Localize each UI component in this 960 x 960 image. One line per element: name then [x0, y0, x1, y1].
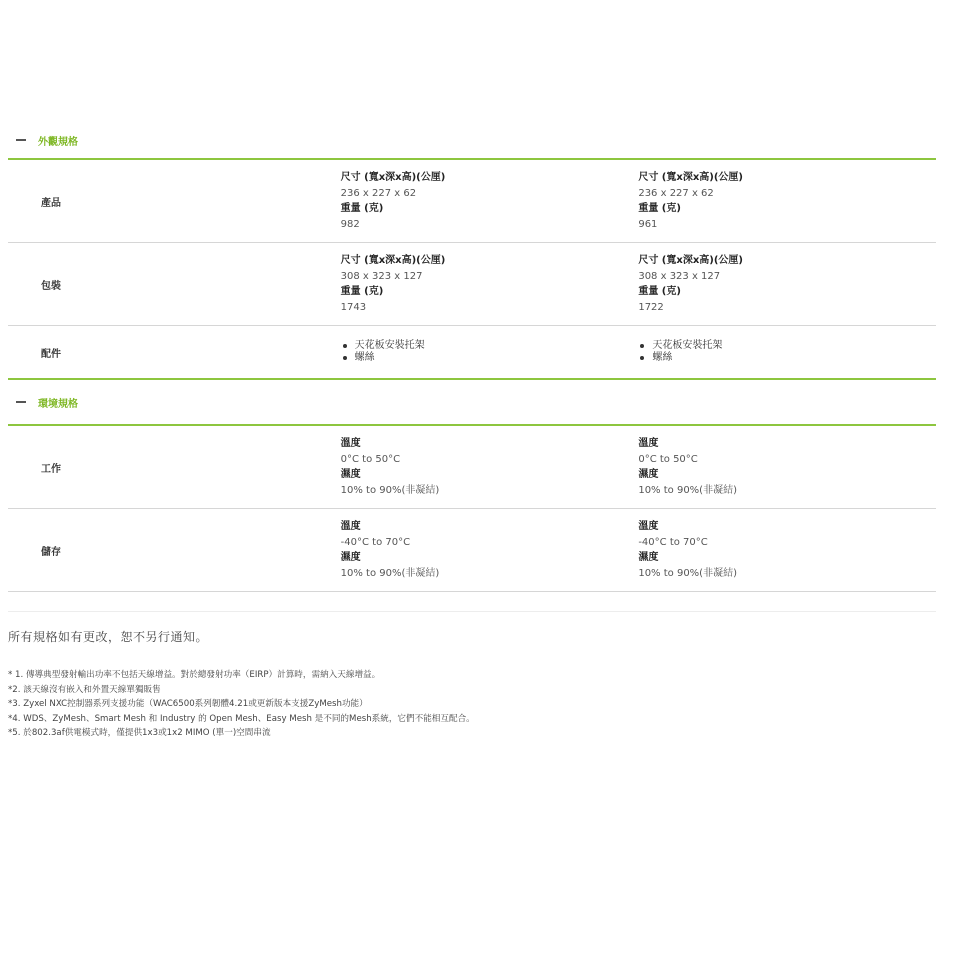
list-item: 天花板安裝托架 — [341, 340, 639, 352]
dimension-value: 236 x 227 x 62 — [340, 187, 417, 199]
spec-cell — [638, 519, 936, 581]
temperature-heading: 溫度 — [340, 521, 361, 532]
spec-row-operating — [8, 426, 936, 509]
weight-heading: 重量 (克) — [340, 203, 384, 214]
weight-heading: 重量 (克) — [638, 203, 681, 214]
section-title: 環境規格 — [38, 398, 78, 410]
spec-cell — [341, 253, 639, 315]
row-label: 產品 — [41, 197, 61, 209]
humidity-heading: 濕度 — [340, 552, 361, 563]
spec-row-product — [8, 160, 936, 243]
weight-value: 1743 — [340, 301, 367, 313]
temperature-heading: 溫度 — [340, 438, 361, 449]
row-label: 包裝 — [41, 280, 61, 292]
humidity-value: 10% to 90%(非凝結) — [340, 567, 440, 579]
temperature-value: -40°C to 70°C — [638, 536, 708, 548]
spec-row-storage — [8, 509, 936, 592]
spec-cell — [638, 253, 936, 315]
weight-value: 1722 — [638, 301, 664, 313]
weight-heading: 重量 (克) — [340, 286, 384, 297]
row-label: 配件 — [41, 348, 61, 360]
list-item: 螺絲 — [638, 352, 936, 364]
spec-cell — [638, 170, 936, 232]
dimension-value: 308 x 323 x 127 — [638, 270, 721, 282]
accessory-list — [638, 340, 936, 364]
temperature-value: 0°C to 50°C — [638, 453, 698, 465]
dimension-heading: 尺寸 (寬x深x高)(公厘) — [638, 172, 743, 183]
dimension-value: 308 x 323 x 127 — [340, 270, 423, 282]
dimension-heading: 尺寸 (寬x深x高)(公厘) — [638, 255, 743, 266]
footnote: *4. WDS、ZyMesh、Smart Mesh 和 Industry 的 Open Mesh、Easy Mesh 是不同的Mesh系統，它們不能相互配合。 — [8, 713, 475, 724]
section-header-environment[interactable] — [8, 380, 936, 426]
section-header-appearance[interactable] — [8, 122, 936, 160]
weight-value: 961 — [638, 218, 658, 230]
temperature-value: -40°C to 70°C — [340, 536, 411, 548]
spec-cell — [341, 340, 639, 364]
footnote: * 1. 傳導典型發射輸出功率不包括天線增益。對於總發射功率（EIRP）計算時，需納入天線增益。 — [8, 670, 381, 680]
row-label: 工作 — [41, 463, 61, 475]
spec-change-notice: 所有規格如有更改，恕不另行通知。 — [8, 630, 209, 644]
spec-row-accessories — [8, 326, 936, 378]
spec-row-package — [8, 243, 936, 326]
minus-icon[interactable] — [16, 401, 26, 403]
humidity-value: 10% to 90%(非凝結) — [638, 484, 737, 496]
list-item: 天花板安裝托架 — [638, 340, 936, 352]
humidity-heading: 濕度 — [638, 469, 659, 480]
section-title: 外觀規格 — [38, 136, 78, 148]
row-label: 儲存 — [41, 546, 61, 558]
accessory-list — [341, 340, 639, 364]
minus-icon[interactable] — [16, 139, 26, 141]
spec-cell — [341, 519, 639, 581]
footnote: *3. Zyxel NXC控制器系列支援功能（WAC6500系列韌體4.21或更新版本支援ZyMesh功能） — [8, 699, 368, 709]
dimension-value: 236 x 227 x 62 — [638, 187, 714, 199]
humidity-value: 10% to 90%(非凝結) — [638, 567, 737, 579]
humidity-heading: 濕度 — [340, 469, 361, 480]
footnote: *2. 該天線沒有嵌入和外置天線單獨販售 — [8, 684, 161, 695]
spec-cell — [341, 170, 639, 232]
spec-cell — [638, 436, 936, 498]
list-item: 螺絲 — [341, 352, 639, 364]
temperature-heading: 溫度 — [638, 521, 659, 532]
dimension-heading: 尺寸 (寬x深x高)(公厘) — [340, 172, 446, 183]
temperature-value: 0°C to 50°C — [340, 453, 401, 465]
footnote: *5. 於802.3af供電模式時，僅提供1x3或1x2 MIMO (單一)空間串流 — [8, 728, 271, 738]
spec-table — [8, 122, 936, 592]
humidity-value: 10% to 90%(非凝結) — [340, 484, 440, 496]
weight-value: 982 — [340, 218, 360, 230]
spec-cell — [341, 436, 639, 498]
temperature-heading: 溫度 — [638, 438, 659, 449]
spec-cell — [638, 340, 936, 364]
weight-heading: 重量 (克) — [638, 286, 681, 297]
content-divider — [8, 611, 936, 612]
footnotes — [8, 668, 938, 741]
dimension-heading: 尺寸 (寬x深x高)(公厘) — [340, 255, 446, 266]
humidity-heading: 濕度 — [638, 552, 659, 563]
